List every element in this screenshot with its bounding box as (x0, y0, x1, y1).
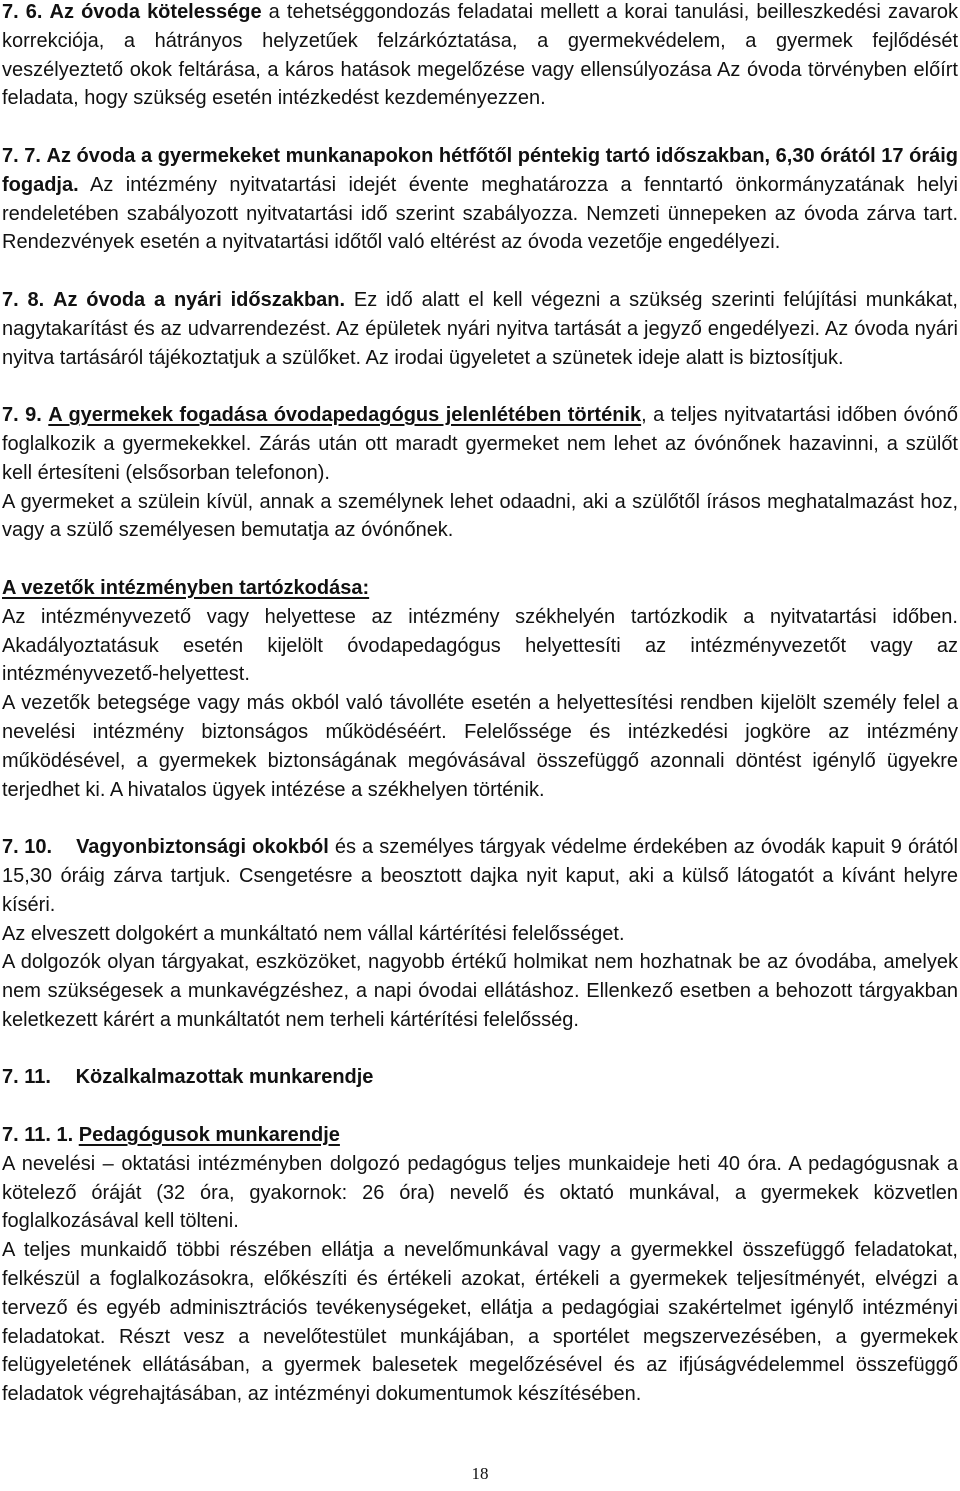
leaders-paragraph: Az intézményvezető vagy helyettese az intézmény székhelyén tartózkodik a nyitvatartási időben. Akadályoztatásuk esetén kijelölt óvodapedagógus helyettesíti az intézményvezetőt vagy az intézményvezető-helyettest. (2, 605, 958, 686)
leaders-heading (2, 574, 958, 603)
section-7-11-1-paragraph: A nevelési – oktatási intézményben dolgozó pedagógus teljes munkaideje heti 40 óra. A pedagógusnak a kötelező óráját (32 óra, gyakornok: 26 óra) nevelő és oktató munkával, a gyermekek közvetlen foglalkozásával kell tölteni. (2, 1152, 958, 1233)
page-number: 18 (471, 1464, 489, 1483)
section-7-10-paragraph: A dolgozók olyan tárgyakat, eszközöket, nagyobb értékű holmikat nem hozhatnak be az óvodába, amelyek nem szükségesek a munkavégzéshez, a napi óvodai ellátáshoz. Ellenkező esetben a behozott tárgyakban keletkezett kárért a munkáltatót nem terheli kártérítési felelősség. (2, 951, 958, 1031)
section-7-9-paragraph: A gyermeket a szülein kívül, annak a személynek lehet odaadni, aki a szülőtől írásos meghatalmazást hoz, vagy a szülő személyesen bemutatja az óvónőnek. (2, 490, 958, 542)
section-7-11-1-heading (2, 1121, 958, 1150)
section-body: Az intézmény nyitvatartási idejét évente meghatározza a fenntartó önkormányzatának helyi rendeletében szabályozott nyitvatartási idő szerint szabályozza. Nemzeti ünnepeken az óvoda zárva tart. Rendezvények esetén a nyitvatartási időtől való eltérést az óvoda vezetője engedélyezi. (2, 173, 958, 254)
section-number: 7. 8. (2, 288, 45, 311)
section-body: és a személyes tárgyak védelme érdekében az óvodák kapuit 9 órától 15,30 óráig zárva tartjuk. Csengetésre a beosztott dajka nyit kaput, aki a külső látogatót a kívánt helyre kíséri. (2, 836, 958, 916)
section-title: Közalkalmazottak munkarendje (75, 1066, 374, 1089)
section-7-10 (2, 833, 958, 919)
section-number: 7. 10. (2, 836, 53, 859)
section-lead: Vagyonbiztonsági okokból (76, 836, 329, 859)
section-7-6 (2, 0, 958, 113)
section-number: 7. 9. (2, 404, 42, 427)
section-number: 7. 7. (2, 144, 41, 167)
leaders-heading-text: A vezetők intézményben tartózkodása: (2, 576, 370, 599)
section-body: a tehetséggondozás feladatai mellett a korai tanulási, beilleszkedési zavarok korrekciója, a hátrányos helyzetűek felzárkóztatása, a gyermekvédelem, a gyermek fejlődését veszélyeztető okok feltárása, a káros hatások megelőzése vagy ellensúlyozása Az óvoda törvényben előírt feladata, hogy szükség esetén intézkedést kezdeményezzen. (2, 1, 958, 110)
section-7-7 (2, 142, 958, 257)
section-7-11-heading (2, 1063, 958, 1092)
section-lead: Az óvoda kötelessége (49, 1, 262, 23)
section-title: Pedagógusok munkarendje (78, 1124, 340, 1147)
section-7-8 (2, 286, 958, 372)
section-lead: A gyermekek fogadása óvodapedagógus jelenlétében történik (48, 404, 642, 427)
section-7-9 (2, 401, 958, 487)
section-7-10-paragraph: Az elveszett dolgokért a munkáltató nem vállal kártérítési felelősséget. (2, 922, 625, 945)
section-number: 7. 11. (2, 1066, 51, 1089)
section-body: Ez idő alatt el kell végezni a szükség szerinti felújítási munkákat, nagytakarítást és az udvarrendezést. Az épületek nyári nyitva tartását a jegyző engedélyezi. Az óvoda nyári nyitva tartásáról tájékoztatjuk a szülőket. Az irodai ügyeletet a szünetek ideje alatt is biztosítjuk. (2, 288, 958, 369)
section-7-11-1-paragraph: A teljes munkaidő többi részében ellátja a nevelőmunkával vagy a gyermekkel összefüggő feladatokat, felkészül a foglalkozásokra, előkészíti és értékeli azokat, értékeli a gyermekek teljesítményét, elvégzi a tervező és egyéb adminisztrációs tevékenységeket, ellátja a pedagógiai szakértelmet igénylő intézményi feladatokat. Részt vesz a nevelőtestület munkájában, a sportélet megszervezésében, a gyermekek felügyeletének ellátásában, a gyermek balesetek megelőzésével és az ifjúságvédelemmel összefüggő feladatok végrehajtásában, az intézményi dokumentumok készítésében. (2, 1239, 958, 1406)
section-body: , a teljes nyitvatartási időben óvónő foglalkozik a gyermekekkel. Zárás után ott maradt gyermeket nem lehet az óvónőnek hazavinni, a szülőt kell értesíteni (elsősorban telefonon). (2, 404, 959, 484)
section-number: 7. 6. (2, 1, 43, 23)
leaders-paragraph: A vezetők betegsége vagy más okból való távolléte esetén a helyettesítési rendben kijelölt személy felel a nevelési intézmény biztonságos működéséért. Felelőssége és intézkedési jogköre az intézmény működésével, a gyermekek biztonságának megóvásával összefüggő azonnali döntést igénylő ügyekre terjedhet ki. A hivatalos ügyek intézése a székhelyen történik. (2, 692, 958, 801)
section-lead: Az óvoda a gyermekeket munkanapokon hétfőtől péntekig tartó időszakban, 6,30 órától 17 óráig fogadja. (2, 144, 959, 196)
section-lead: Az óvoda a nyári időszakban. (53, 288, 346, 311)
section-number: 7. 11. 1. (2, 1124, 74, 1147)
